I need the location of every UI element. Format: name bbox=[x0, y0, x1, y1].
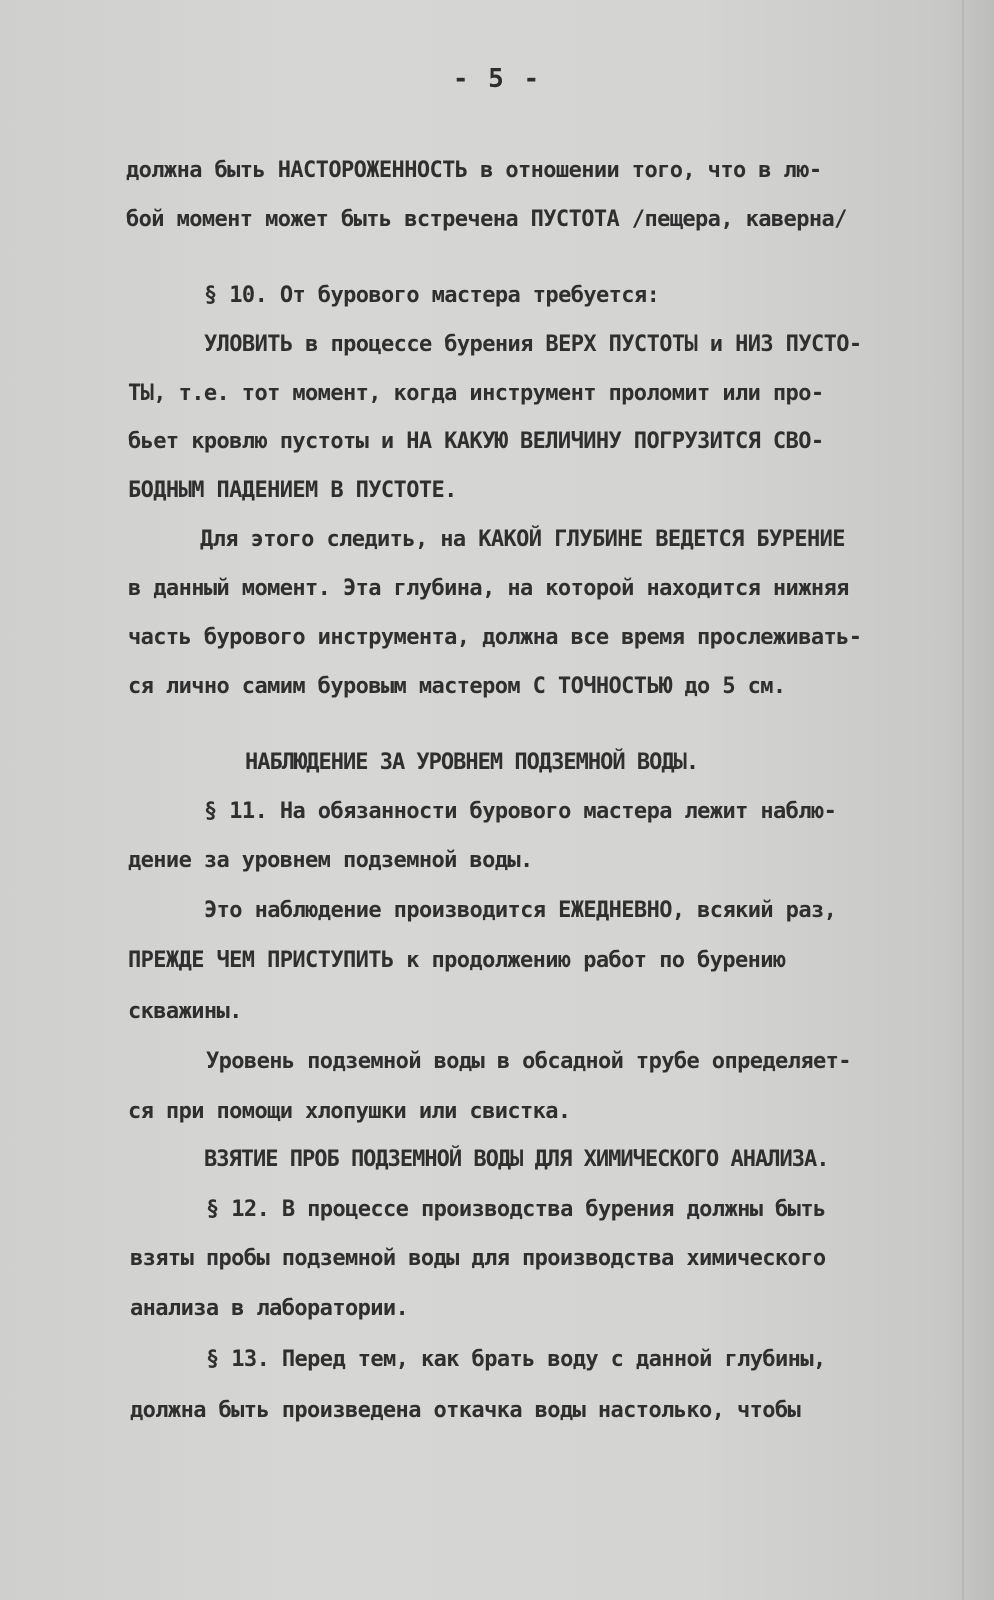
section-13-heading: § 13. Перед тем, как брать воду с данной глубины, bbox=[206, 1347, 826, 1372]
section-10-heading: § 10. От бурового мастера требуется: bbox=[204, 283, 660, 308]
section-heading-water-sampling: ВЗЯТИЕ ПРОБ ПОДЗЕМНОЙ ВОДЫ ДЛЯ ХИМИЧЕСКОГО АНАЛИЗА. bbox=[204, 1147, 829, 1172]
text-line: бьет кровлю пустоты и НА КАКУЮ ВЕЛИЧИНУ ПОГРУЗИТСЯ СВО- bbox=[128, 429, 824, 454]
text-line: анализа в лаборатории. bbox=[130, 1296, 409, 1321]
page-number: - 5 - bbox=[452, 64, 542, 94]
text-line: Уровень подземной воды в обсадной трубе определяет- bbox=[206, 1049, 851, 1074]
text-line: взяты пробы подземной воды для производства химического bbox=[130, 1246, 826, 1271]
text-line: должна быть НАСТОРОЖЕННОСТЬ в отношении того, что в лю- bbox=[126, 158, 822, 183]
text-line: БОДНЫМ ПАДЕНИЕМ В ПУСТОТЕ. bbox=[128, 478, 457, 503]
text-line: ПРЕЖДЕ ЧЕМ ПРИСТУПИТЬ к продолжению работ по бурению bbox=[128, 948, 786, 973]
text-line: ся при помощи хлопушки или свистка. bbox=[128, 1099, 571, 1124]
text-line: УЛОВИТЬ в процессе бурения ВЕРХ ПУСТОТЫ и НИЗ ПУСТО- bbox=[204, 332, 862, 357]
text-line: скважины. bbox=[128, 999, 242, 1024]
text-line: Для этого следить, на КАКОЙ ГЛУБИНЕ ВЕДЕТСЯ БУРЕНИЕ bbox=[200, 527, 845, 552]
text-line: бой момент может быть встречена ПУСТОТА /пещера, каверна/ bbox=[126, 207, 847, 232]
text-line: часть бурового инструмента, должна все время прослеживать- bbox=[128, 625, 862, 650]
section-12-heading: § 12. В процессе производства бурения должны быть bbox=[206, 1197, 826, 1222]
section-11-heading: § 11. На обязанности бурового мастера лежит наблю- bbox=[204, 799, 837, 824]
page-edge bbox=[962, 0, 964, 1600]
text-line: в данный момент. Эта глубина, на которой находится нижняя bbox=[128, 576, 849, 601]
section-heading-groundwater-level: НАБЛЮДЕНИЕ ЗА УРОВНЕМ ПОДЗЕМНОЙ ВОДЫ. bbox=[245, 750, 699, 775]
text-line: Это наблюдение производится ЕЖЕДНЕВНО, всякий раз, bbox=[204, 898, 837, 923]
text-line: ся лично самим буровым мастером С ТОЧНОСТЬЮ до 5 см. bbox=[128, 674, 786, 699]
text-line: ТЫ, т.е. тот момент, когда инструмент проломит или про- bbox=[128, 381, 824, 406]
text-line: должна быть произведена откачка воды настолько, чтобы bbox=[130, 1398, 801, 1423]
text-line: дение за уровнем подземной воды. bbox=[128, 848, 533, 873]
